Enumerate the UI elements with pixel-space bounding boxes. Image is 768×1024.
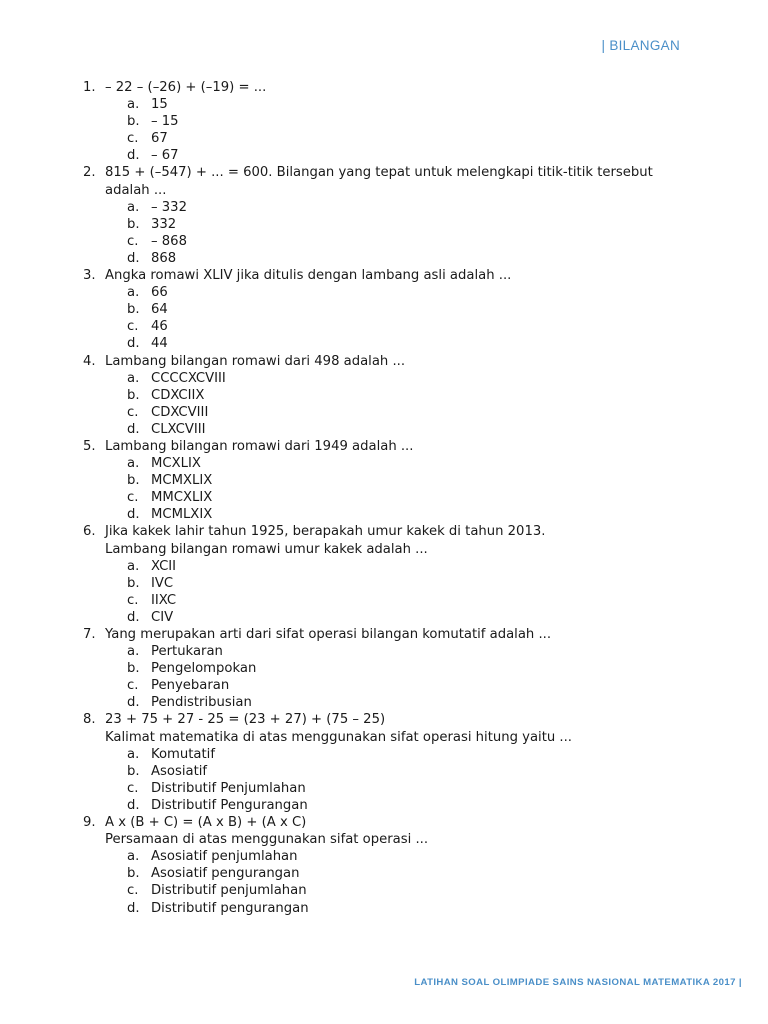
question-item [83, 626, 683, 711]
option-text: Komutatif [151, 746, 215, 762]
question-number: 5. [83, 438, 96, 454]
option-letter: a. [127, 644, 140, 660]
option-letter: c. [127, 131, 139, 147]
option-letter: c. [127, 592, 139, 608]
question-subtext: adalah ... [105, 182, 167, 198]
option-letter: a. [127, 558, 140, 574]
question-number: 6. [83, 524, 96, 540]
question-text: A x (B + C) = (A x B) + (A x C) [105, 815, 307, 831]
question-subtext: Persamaan di atas menggunakan sifat operasi ... [105, 832, 429, 848]
answer-option [83, 335, 683, 352]
question-text: Jika kakek lahir tahun 1925, berapakah umur kakek di tahun 2013. [105, 524, 546, 540]
answer-option [83, 301, 683, 318]
option-letter: a. [127, 370, 140, 386]
answer-option [83, 558, 683, 575]
answer-option [83, 113, 683, 130]
option-text: 66 [151, 285, 168, 301]
option-text: Asosiatif [151, 763, 208, 779]
option-text: 64 [151, 302, 168, 318]
option-letter: b. [127, 473, 140, 489]
option-text: 67 [151, 131, 168, 147]
answer-option [83, 404, 683, 421]
option-letter: c. [127, 780, 139, 796]
answer-option [83, 900, 683, 917]
answer-option [83, 284, 683, 301]
question-text: 815 + (–547) + ... = 600. Bilangan yang tepat untuk melengkapi titik-titik tersebut [105, 165, 653, 181]
option-letter: a. [127, 746, 140, 762]
question-item [83, 523, 683, 626]
option-text: CDXCIIX [151, 387, 205, 403]
option-letter: d. [127, 609, 140, 625]
answer-option [83, 506, 683, 523]
question-number: 3. [83, 268, 96, 284]
option-letter: c. [127, 883, 139, 899]
answer-option [83, 882, 683, 899]
option-text: XCII [151, 558, 177, 574]
answer-option [83, 780, 683, 797]
option-text: Distributif penjumlahan [151, 883, 307, 899]
option-letter: d. [127, 250, 140, 266]
question-item [83, 164, 683, 267]
question-text: Lambang bilangan romawi dari 498 adalah ... [105, 353, 406, 369]
option-letter: b. [127, 661, 140, 677]
option-text: CLXCVIII [151, 421, 206, 437]
answer-option [83, 370, 683, 387]
option-letter: d. [127, 797, 140, 813]
answer-option [83, 643, 683, 660]
option-letter: a. [127, 285, 140, 301]
question-number: 1. [83, 80, 96, 95]
question-subtext: Kalimat matematika di atas menggunakan sifat operasi hitung yaitu ... [105, 729, 573, 745]
option-letter: c. [127, 404, 139, 420]
question-number: 2. [83, 165, 96, 181]
option-text: IIXC [151, 592, 177, 608]
option-text: CDXCVIII [151, 404, 209, 420]
question-item [83, 711, 683, 814]
answer-option [83, 677, 683, 694]
option-text: CCCCXCVIII [151, 370, 226, 386]
option-letter: b. [127, 114, 140, 130]
question-number: 8. [83, 712, 96, 728]
option-text: Distributif Pengurangan [151, 797, 308, 813]
answer-option [83, 592, 683, 609]
option-text: – 868 [151, 233, 187, 249]
option-text: Pendistribusian [151, 695, 252, 711]
option-text: 868 [151, 250, 177, 266]
option-letter: a. [127, 97, 140, 113]
answer-option [83, 746, 683, 763]
option-letter: b. [127, 216, 140, 232]
option-text: MCXLIX [151, 456, 201, 472]
option-text: Penyebaran [151, 678, 230, 694]
question-list [83, 79, 683, 917]
option-text: Asosiatif pengurangan [151, 866, 300, 882]
answer-option [83, 472, 683, 489]
answer-option [83, 147, 683, 164]
answer-option [83, 233, 683, 250]
option-letter: d. [127, 148, 140, 164]
answer-option [83, 250, 683, 267]
option-text: – 15 [151, 114, 179, 130]
option-letter: d. [127, 421, 140, 437]
question-number: 9. [83, 815, 96, 831]
option-text: Distributif pengurangan [151, 900, 309, 916]
question-subtext: Lambang bilangan romawi umur kakek adalah ... [105, 541, 428, 557]
question-item [83, 438, 683, 523]
option-text: MMCXLIX [151, 490, 213, 506]
answer-option [83, 130, 683, 147]
question-item [83, 353, 683, 438]
option-text: Distributif Penjumlahan [151, 780, 306, 796]
page-header: | BILANGAN [601, 38, 680, 53]
option-text: IVC [151, 575, 174, 591]
option-text: Pertukaran [151, 644, 223, 660]
answer-option [83, 318, 683, 335]
option-letter: b. [127, 763, 140, 779]
option-text: MCMLXIX [151, 507, 213, 523]
option-letter: c. [127, 490, 139, 506]
answer-option [83, 865, 683, 882]
page-footer: LATIHAN SOAL OLIMPIADE SAINS NASIONAL MATEMATIKA 2017 | [414, 977, 742, 988]
answer-option [83, 763, 683, 780]
option-letter: a. [127, 849, 140, 865]
option-letter: d. [127, 507, 140, 523]
answer-option [83, 96, 683, 113]
answer-option [83, 660, 683, 677]
answer-option [83, 797, 683, 814]
option-letter: d. [127, 336, 140, 352]
question-item [83, 79, 683, 164]
question-text: 23 + 75 + 27 - 25 = (23 + 27) + (75 – 25) [105, 712, 386, 728]
option-text: MCMXLIX [151, 473, 213, 489]
option-text: 332 [151, 216, 177, 232]
option-letter: b. [127, 302, 140, 318]
answer-option [83, 421, 683, 438]
question-item [83, 267, 683, 352]
option-letter: a. [127, 456, 140, 472]
option-text: Asosiatif penjumlahan [151, 849, 298, 865]
option-letter: a. [127, 199, 140, 215]
option-letter: c. [127, 319, 139, 335]
option-letter: b. [127, 866, 140, 882]
option-text: – 332 [151, 199, 187, 215]
answer-option [83, 489, 683, 506]
answer-option [83, 848, 683, 865]
option-text: – 67 [151, 148, 179, 164]
question-number: 4. [83, 353, 96, 369]
option-text: 46 [151, 319, 168, 335]
question-text: Lambang bilangan romawi dari 1949 adalah ... [105, 438, 414, 454]
option-text: 44 [151, 336, 168, 352]
question-text: – 22 – (–26) + (–19) = ... [105, 80, 267, 95]
option-text: 15 [151, 97, 168, 113]
answer-option [83, 609, 683, 626]
option-letter: b. [127, 387, 140, 403]
option-letter: d. [127, 695, 140, 711]
option-text: Pengelompokan [151, 661, 257, 677]
question-text: Yang merupakan arti dari sifat operasi bilangan komutatif adalah ... [105, 627, 552, 642]
option-letter: c. [127, 233, 139, 249]
answer-option [83, 694, 683, 711]
option-letter: d. [127, 900, 140, 916]
question-number: 7. [83, 627, 96, 642]
answer-option [83, 199, 683, 216]
answer-option [83, 387, 683, 404]
option-letter: c. [127, 678, 139, 694]
option-letter: b. [127, 575, 140, 591]
answer-option [83, 575, 683, 592]
answer-option [83, 455, 683, 472]
question-item [83, 814, 683, 917]
answer-option [83, 216, 683, 233]
question-text: Angka romawi XLIV jika ditulis dengan lambang asli adalah ... [105, 268, 512, 284]
option-text: CIV [151, 609, 174, 625]
